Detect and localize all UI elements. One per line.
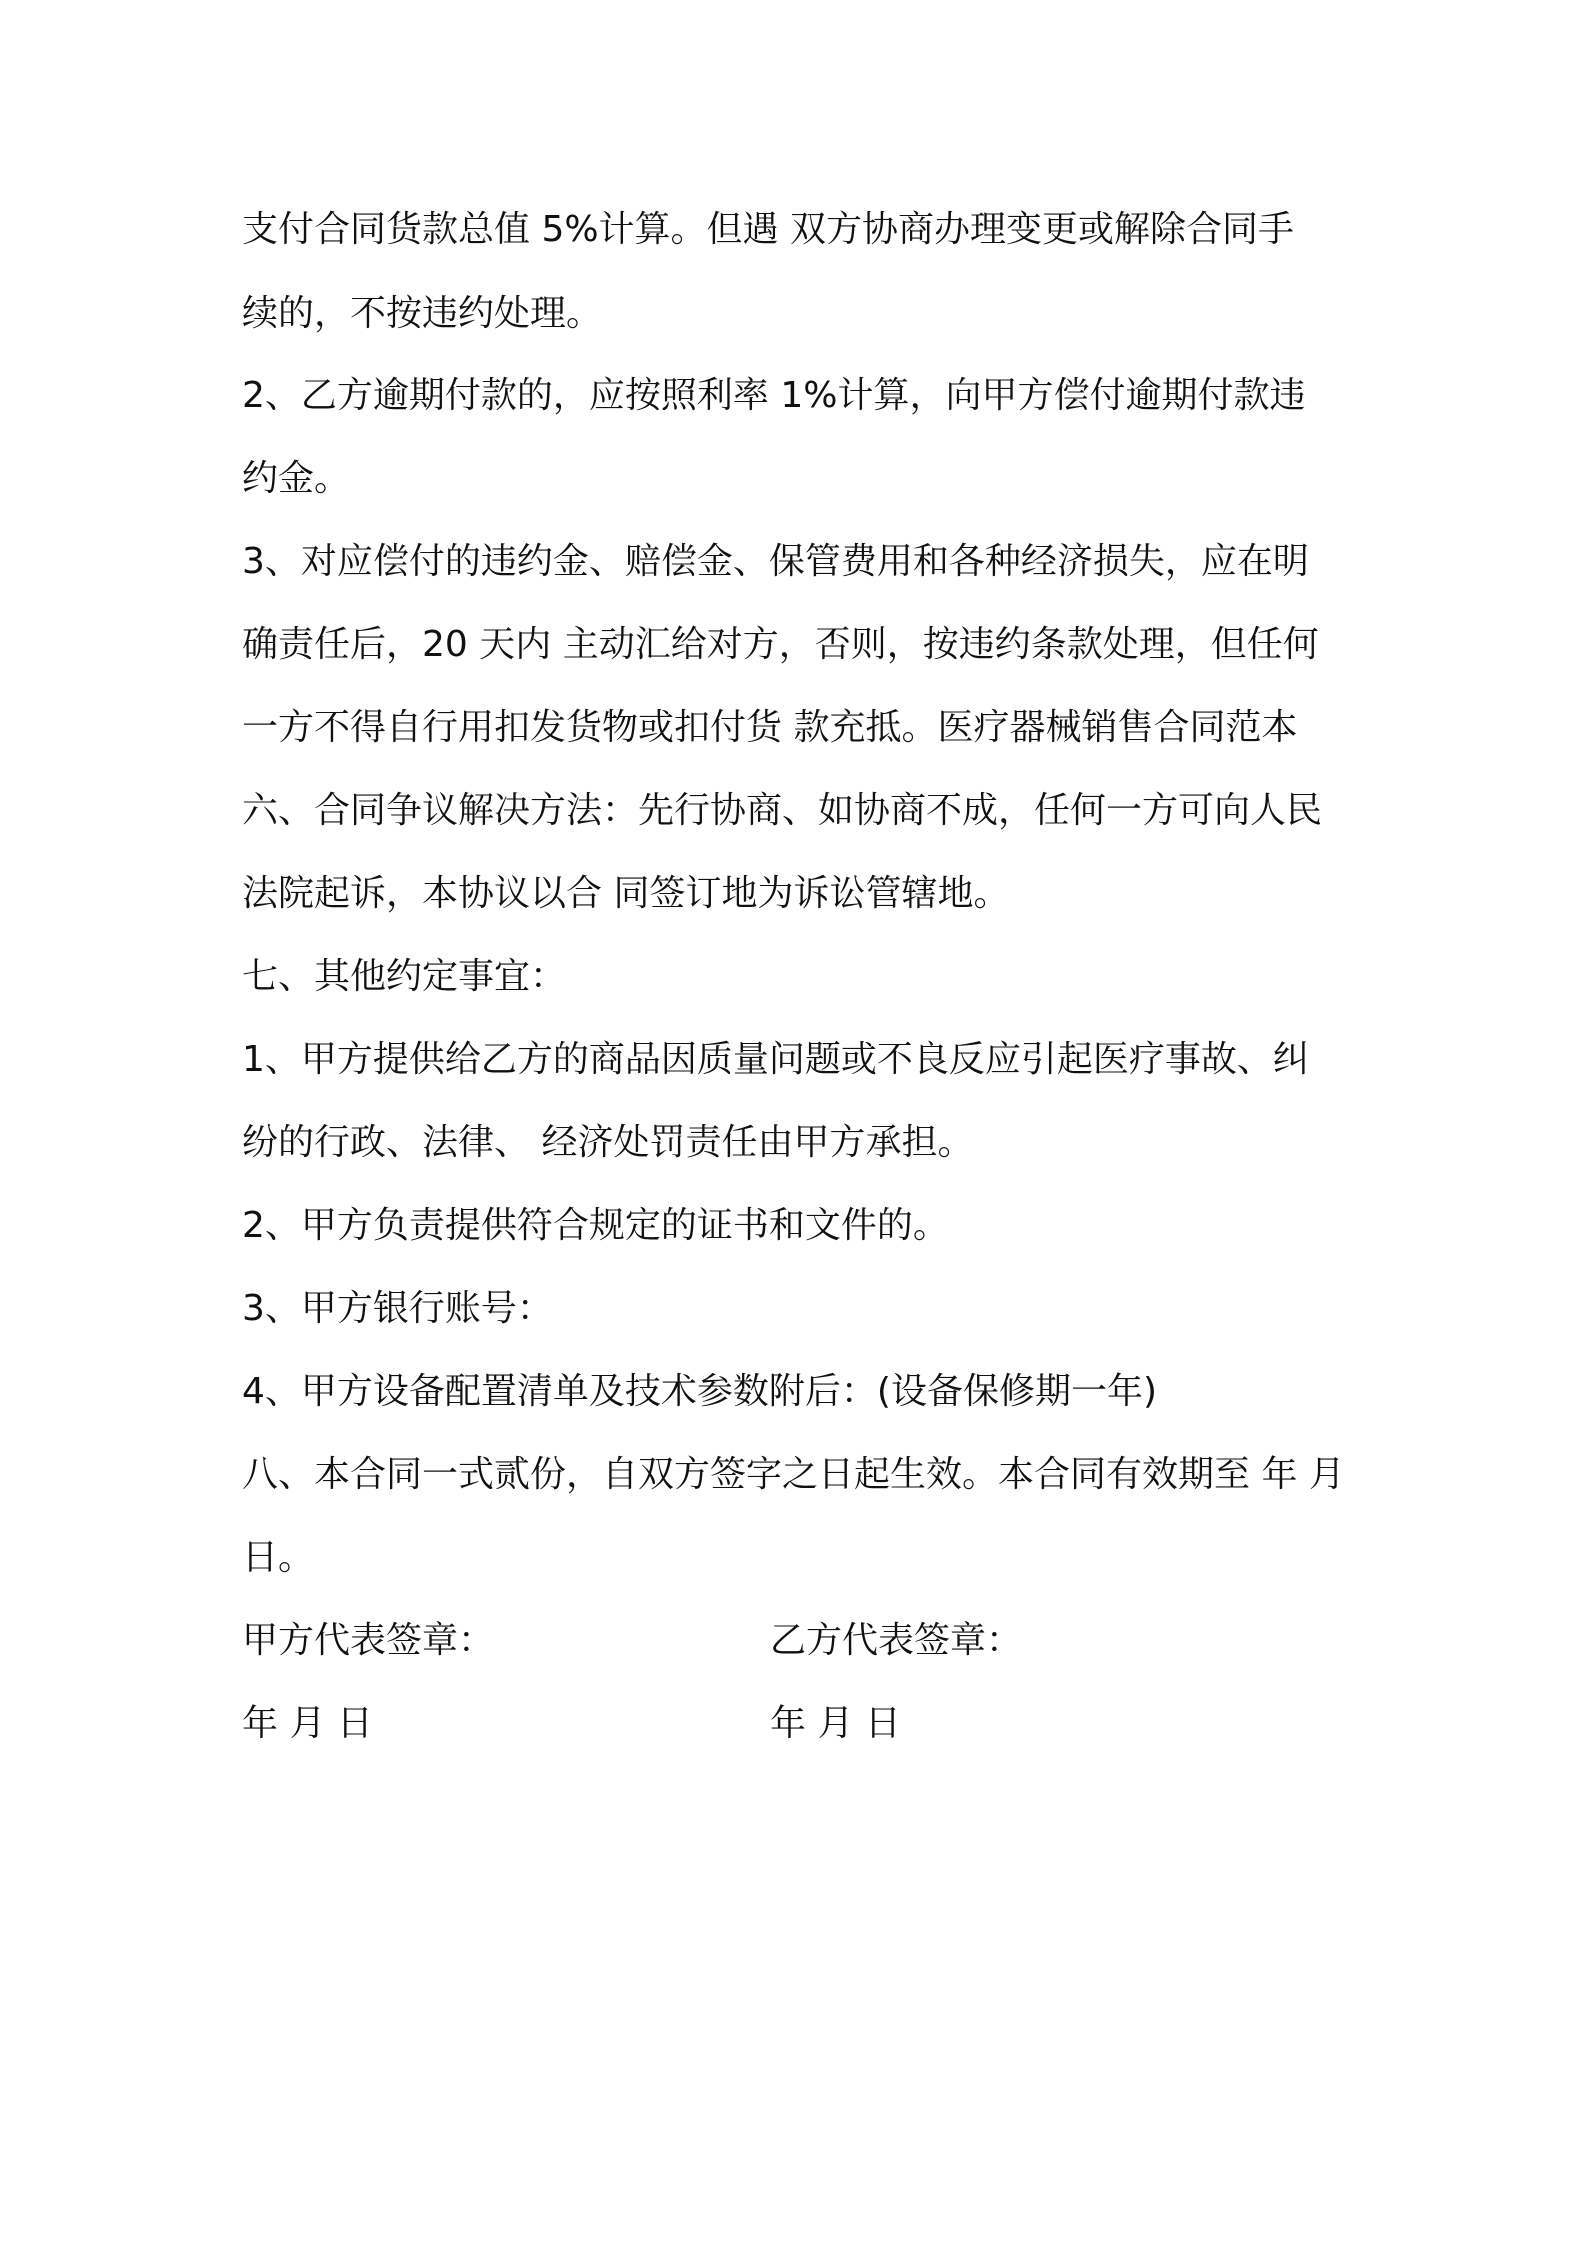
text-line: 日。 [242, 1537, 315, 1578]
party-b-signature-label: 乙方代表签章： [770, 1620, 1023, 1661]
party-a-date: 年 月 日 [242, 1703, 373, 1744]
party-b-date: 年 月 日 [770, 1703, 901, 1744]
text-line: 3、对应偿付的违约金、赔偿金、保管费用和各种经济损失，应在明 [242, 541, 1309, 582]
text-line: 六、合同争议解决方法：先行协商、如协商不成，任何一方可向人民 [242, 790, 1323, 831]
section-heading: 七、其他约定事宜： [242, 956, 567, 997]
text-line: 1、甲方提供给乙方的商品因质量问题或不良反应引起医疗事故、纠 [242, 1039, 1309, 1080]
text-line: 纷的行政、法律、 经济处罚责任由甲方承担。 [242, 1122, 974, 1163]
text-line: 续的，不按违约处理。 [242, 293, 603, 334]
text-line: 2、甲方负责提供符合规定的证书和文件的。 [242, 1205, 949, 1246]
text-line: 2、乙方逾期付款的，应按照利率 1%计算，向甲方偿付逾期付款违 [242, 375, 1306, 416]
text-line: 约金。 [242, 458, 351, 499]
text-line: 确责任后，20 天内 主动汇给对方，否则，按违约条款处理，但任何 [242, 624, 1319, 665]
text-line: 八、本合同一式贰份，自双方签字之日起生效。本合同有效期至 年 月 [242, 1454, 1345, 1495]
text-line: 3、甲方银行账号： [242, 1288, 553, 1329]
text-line: 法院起诉，本协议以合 同签订地为诉讼管辖地。 [242, 873, 1010, 914]
text-line: 一方不得自行用扣发货物或扣付货 款充抵。医疗器械销售合同范本 [242, 707, 1298, 748]
text-line: 4、甲方设备配置清单及技术参数附后：(设备保修期一年) [242, 1371, 1157, 1412]
text-line: 支付合同货款总值 5%计算。但遇 双方协商办理变更或解除合同手 [242, 209, 1294, 250]
party-a-signature-label: 甲方代表签章： [242, 1620, 495, 1661]
